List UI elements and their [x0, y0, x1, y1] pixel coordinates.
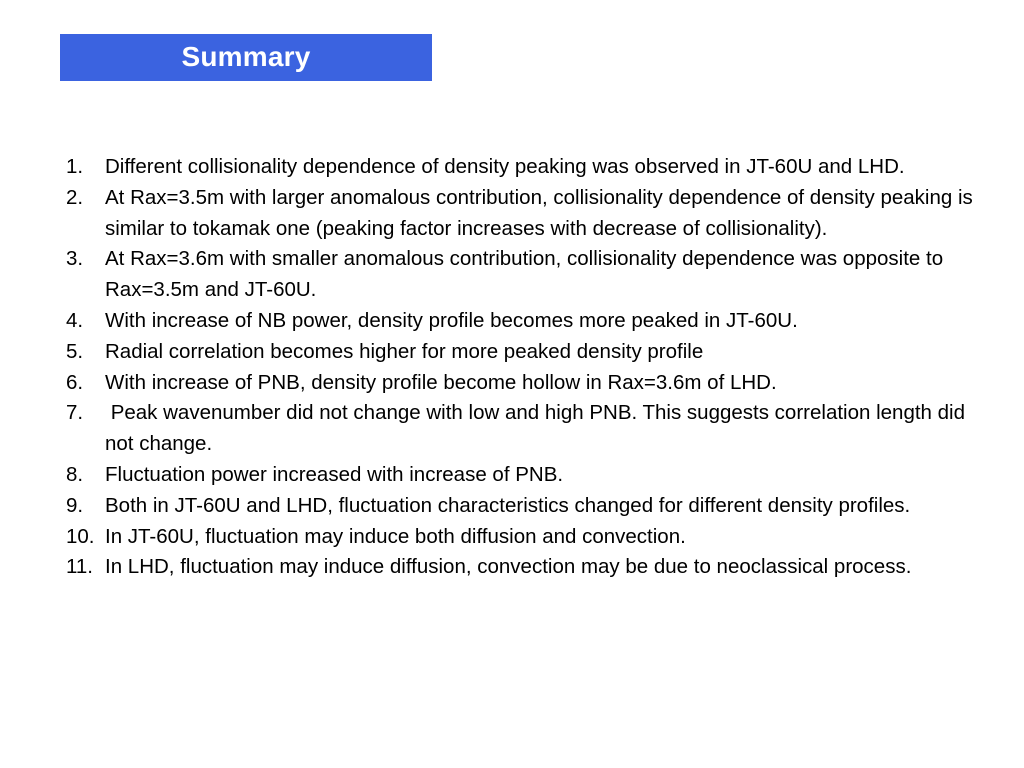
summary-item-2 — [66, 183, 986, 245]
item-text: Fluctuation power increased with increase of PNB. — [105, 462, 564, 486]
item-text: In LHD, fluctuation may induce diffusion, convection may be due to neoclassical process. — [105, 555, 912, 579]
item-number: 2. — [66, 185, 84, 209]
item-number: 7. — [66, 401, 84, 425]
item-text: Different collisionality dependence of density peaking was observed in JT-60U and LHD. — [105, 155, 905, 178]
item-number: 9. — [66, 493, 84, 517]
summary-item-8 — [66, 460, 986, 491]
summary-list — [66, 152, 986, 583]
item-number: 1. — [66, 155, 84, 178]
item-number: 11. — [66, 555, 93, 579]
summary-item-11 — [66, 552, 986, 583]
item-text: At Rax=3.6m with smaller anomalous contribution, collisionality dependence was opposite to Rax=3.5m and JT-60U. — [105, 247, 949, 302]
summary-item-7 — [66, 398, 986, 460]
item-number: 4. — [66, 308, 84, 332]
item-text: Peak wavenumber did not change with low and high PNB. This suggests correlation length did not change. — [105, 401, 971, 456]
title-banner — [60, 34, 432, 81]
item-number: 5. — [66, 339, 84, 363]
item-text: Both in JT-60U and LHD, fluctuation characteristics changed for different density profiles. — [105, 493, 911, 517]
item-number: 6. — [66, 370, 84, 394]
item-number: 8. — [66, 462, 84, 486]
summary-item-4 — [66, 306, 986, 337]
summary-item-5 — [66, 337, 986, 368]
summary-item-10 — [66, 522, 986, 553]
item-number: 3. — [66, 247, 84, 271]
summary-item-6 — [66, 368, 986, 399]
item-text: At Rax=3.5m with larger anomalous contribution, collisionality dependence of density peaking is similar to tokamak one (peaking factor increases with decrease of collisionality). — [105, 185, 979, 240]
item-text: In JT-60U, fluctuation may induce both diffusion and convection. — [105, 524, 686, 548]
summary-item-1 — [66, 152, 986, 183]
slide-title: Summary — [181, 40, 311, 72]
item-text: With increase of NB power, density profile becomes more peaked in JT-60U. — [105, 308, 798, 332]
item-text: Radial correlation becomes higher for more peaked density profile — [105, 339, 704, 363]
summary-item-9 — [66, 491, 986, 522]
item-number: 10. — [66, 524, 95, 548]
item-text: With increase of PNB, density profile become hollow in Rax=3.6m of LHD. — [105, 370, 777, 394]
summary-item-3 — [66, 244, 986, 306]
